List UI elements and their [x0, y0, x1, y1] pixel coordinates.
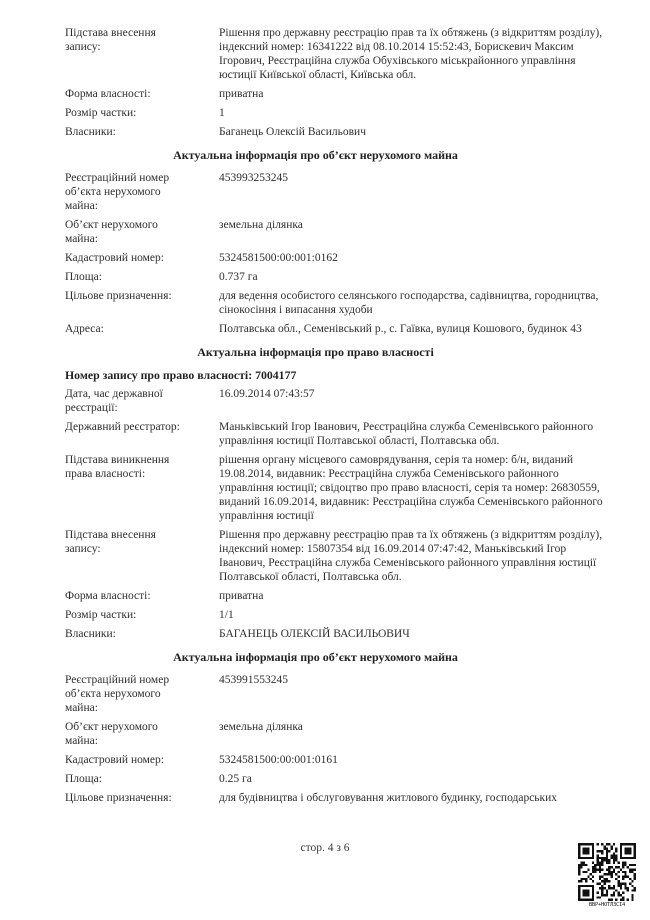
field-value: 453993253245 — [219, 172, 288, 184]
field-row — [65, 791, 609, 805]
field-row — [65, 289, 609, 317]
field-row — [65, 251, 609, 265]
field-value: рішення органу місцевого самоврядування, серія та номер: б/н, виданий 19.08.2014, видавник: Реєстраційна служба Семенівського районного управління юстиції; свідоцтво про право власності, серія та номер: 26830559, виданий 16.09.2014, видавник: Реєстраційна служба Семенівського районного управління юстиції — [219, 454, 603, 522]
field-label: Об’єкт нерухомого майна: — [65, 721, 158, 747]
field-value: Баганець Олексій Васильович — [219, 126, 366, 138]
section-title: Актуальна інформація про об’єкт нерухомого майна — [173, 650, 458, 664]
field-value: земельна ділянка — [219, 219, 303, 231]
field-row — [65, 420, 609, 448]
field-label: Державний реєстратор: — [65, 421, 180, 433]
field-label: Власники: — [65, 628, 116, 640]
field-label: Площа: — [65, 271, 102, 283]
field-label: Дата, час державної реєстрації: — [65, 388, 163, 414]
field-label: Підстава внесення запису: — [65, 27, 156, 53]
field-row — [65, 171, 609, 213]
field-row — [65, 608, 609, 622]
field-value: приватна — [219, 590, 264, 602]
field-value: для ведення особистого селянського господарства, садівництва, городництва, сінокосіння і випасання худоби — [219, 290, 599, 316]
field-label: Форма власності: — [65, 590, 151, 602]
field-row — [65, 589, 609, 603]
field-value: Маньківський Ігор Іванович, Реєстраційна служба Семенівського районного управління юстиції Полтавської області, Полтавська обл. — [219, 421, 594, 447]
field-row — [65, 753, 609, 767]
field-row — [65, 218, 609, 246]
qr-code-block — [578, 843, 636, 908]
field-value: 16.09.2014 07:43:57 — [219, 388, 315, 400]
field-row — [65, 270, 609, 284]
field-value: Рішення про державну реєстрацію прав та їх обтяжень (з відкриттям розділу), індексний номер: 15807354 від 16.09.2014 07:47:42, Маньківський Ігор Іванович, Реєстраційна служба Семенівського районного управління юстиції Полтавської області, Полтавська обл. — [219, 529, 603, 583]
field-label: Реєстраційний номер об’єкта нерухомого майна: — [65, 674, 170, 714]
field-label: Об’єкт нерухомого майна: — [65, 219, 158, 245]
field-label: Розмір частки: — [65, 609, 137, 621]
qr-code-icon — [578, 843, 636, 901]
field-label: Розмір частки: — [65, 107, 137, 119]
field-label: Цільове призначення: — [65, 290, 172, 302]
field-row — [65, 453, 609, 523]
field-value: 1/1 — [219, 609, 234, 621]
page-number: стор. 4 з 6 — [300, 842, 350, 854]
section-title: Актуальна інформація про право власності — [197, 345, 434, 359]
ownership-record-number: Номер запису про право власності: 7004177 — [65, 368, 297, 382]
field-value: БАГАНЕЦЬ ОЛЕКСІЙ ВАСИЛЬОВИЧ — [219, 628, 410, 640]
field-value: земельна ділянка — [219, 721, 303, 733]
field-value: 0.737 га — [219, 271, 258, 283]
field-label: Форма власності: — [65, 88, 151, 100]
field-row — [65, 528, 609, 584]
field-row — [65, 322, 609, 336]
field-value: 5324581500:00:001:0161 — [219, 754, 338, 766]
qr-caption: ВВР+НОТЛЗСІ4 — [588, 902, 626, 908]
field-label: Кадастровий номер: — [65, 754, 164, 766]
field-row — [65, 125, 609, 139]
field-row — [65, 720, 609, 748]
field-label: Площа: — [65, 773, 102, 785]
field-value: приватна — [219, 88, 264, 100]
field-value: 5324581500:00:001:0162 — [219, 252, 338, 264]
field-value: 0.25 га — [219, 773, 252, 785]
field-row — [65, 106, 609, 120]
field-row — [65, 87, 609, 101]
field-value: для будівництва і обслуговування житлового будинку, господарських — [219, 792, 558, 804]
field-label: Підстава внесення запису: — [65, 529, 156, 555]
field-row — [65, 627, 609, 641]
field-row — [65, 772, 609, 786]
field-label: Власники: — [65, 126, 116, 138]
field-value: 453991553245 — [219, 674, 288, 686]
section-title: Актуальна інформація про об’єкт нерухомого майна — [173, 148, 458, 162]
field-label: Адреса: — [65, 323, 104, 335]
field-label: Кадастровий номер: — [65, 252, 164, 264]
field-label: Реєстраційний номер об’єкта нерухомого майна: — [65, 172, 170, 212]
field-value: Полтавська обл., Семенівський р., с. Гаївка, вулиця Кошового, будинок 43 — [219, 323, 582, 335]
field-row — [65, 387, 609, 415]
field-value: Рішення про державну реєстрацію прав та їх обтяжень (з відкриттям розділу), індексний номер: 16341222 від 08.10.2014 15:52:43, Борискевич Максим Ігорович, Реєстраційна служба Обухівського міськрайонного управління юстиції Київської області, Київська обл. — [219, 27, 603, 81]
field-label: Цільове призначення: — [65, 792, 172, 804]
field-label: Підстава виникнення права власності: — [65, 454, 170, 480]
field-value: 1 — [219, 107, 225, 119]
field-row — [65, 673, 609, 715]
field-row — [65, 26, 609, 82]
